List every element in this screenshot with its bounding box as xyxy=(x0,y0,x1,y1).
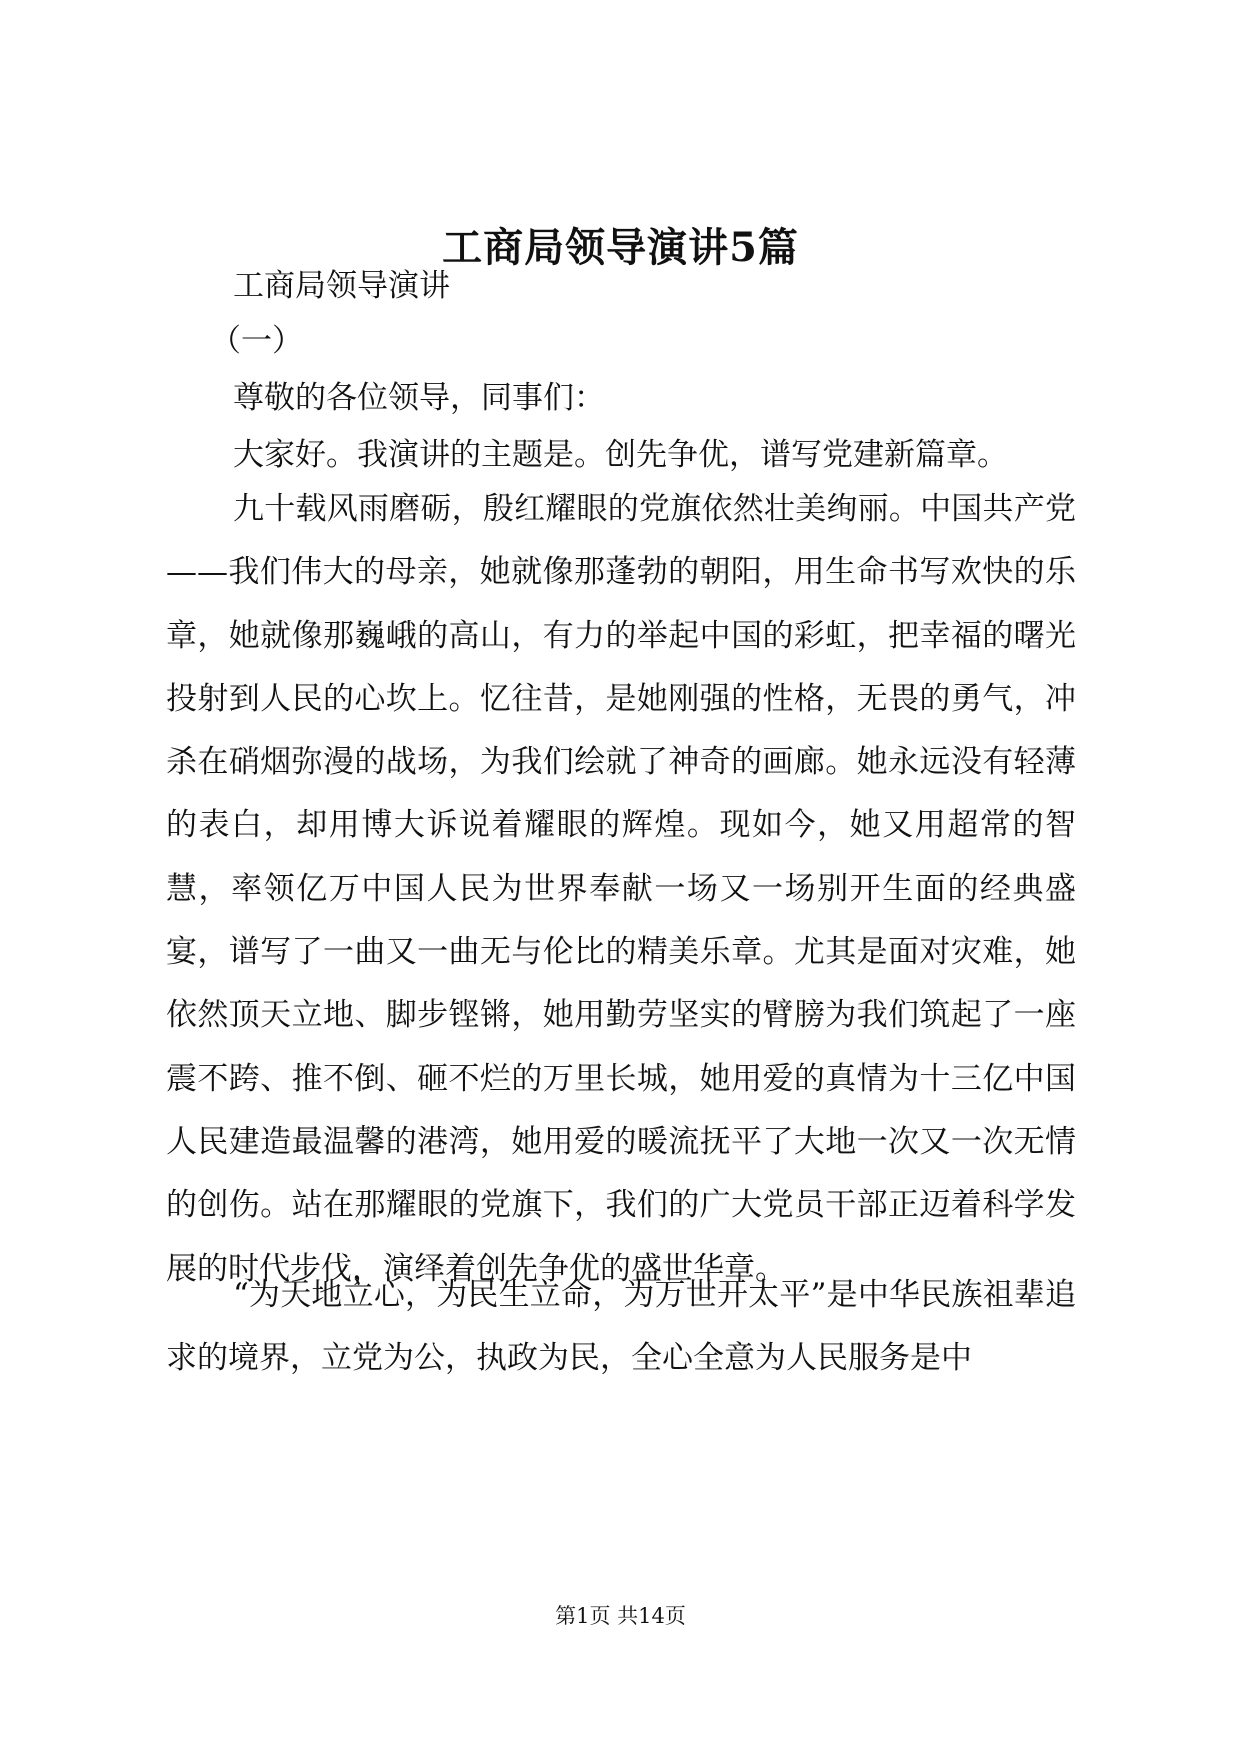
page-number-footer: 第1页 共14页 xyxy=(555,1604,686,1628)
body-paragraph: “为天地立心，为民生立命，为万世开太平”是中华民族祖辈追求的境界，立党为公，执政为民，全心全意为人民服务是中 xyxy=(166,1277,1076,1377)
document-subtitle: 工商局领导演讲 xyxy=(233,268,450,304)
section-marker: （一） xyxy=(210,323,303,359)
greeting-line: 尊敬的各位领导，同事们： xyxy=(233,380,605,416)
opening-line: 大家好。我演讲的主题是。创先争优，谱写党建新篇章。 xyxy=(233,437,1008,473)
document-title: 工商局领导演讲5篇 xyxy=(442,224,799,271)
body-paragraph: 九十载风雨磨砺，殷红耀眼的党旗依然壮美绚丽。中国共产党——我们伟大的母亲，她就像那蓬勃的朝阳，用生命书写欢快的乐章，她就像那巍峨的高山，有力的举起中国的彩虹，把幸福的曙光投射到人民的心坎上。忆往昔，是她刚强的性格，无畏的勇气，冲杀在硝烟弥漫的战场，为我们绘就了神奇的画廊。她永远没有轻薄的表白，却用博大诉说着耀眼的辉煌。现如今，她又用超常的智慧，率领亿万中国人民为世界奉献一场又一场别开生面的经典盛宴，谱写了一曲又一曲无与伦比的精美乐章。尤其是面对灾难，她依然顶天立地、脚步铿锵，她用勤劳坚实的臂膀为我们筑起了一座震不跨、推不倒、砸不烂的万里长城，她用爱的真情为十三亿中国人民建造最温馨的港湾，她用爱的暖流抚平了大地一次又一次无情的创伤。站在那耀眼的党旗下，我们的广大党员干部正迈着科学发展的时代步伐，演绎着创先争优的盛世华章。 xyxy=(166,491,1076,1287)
